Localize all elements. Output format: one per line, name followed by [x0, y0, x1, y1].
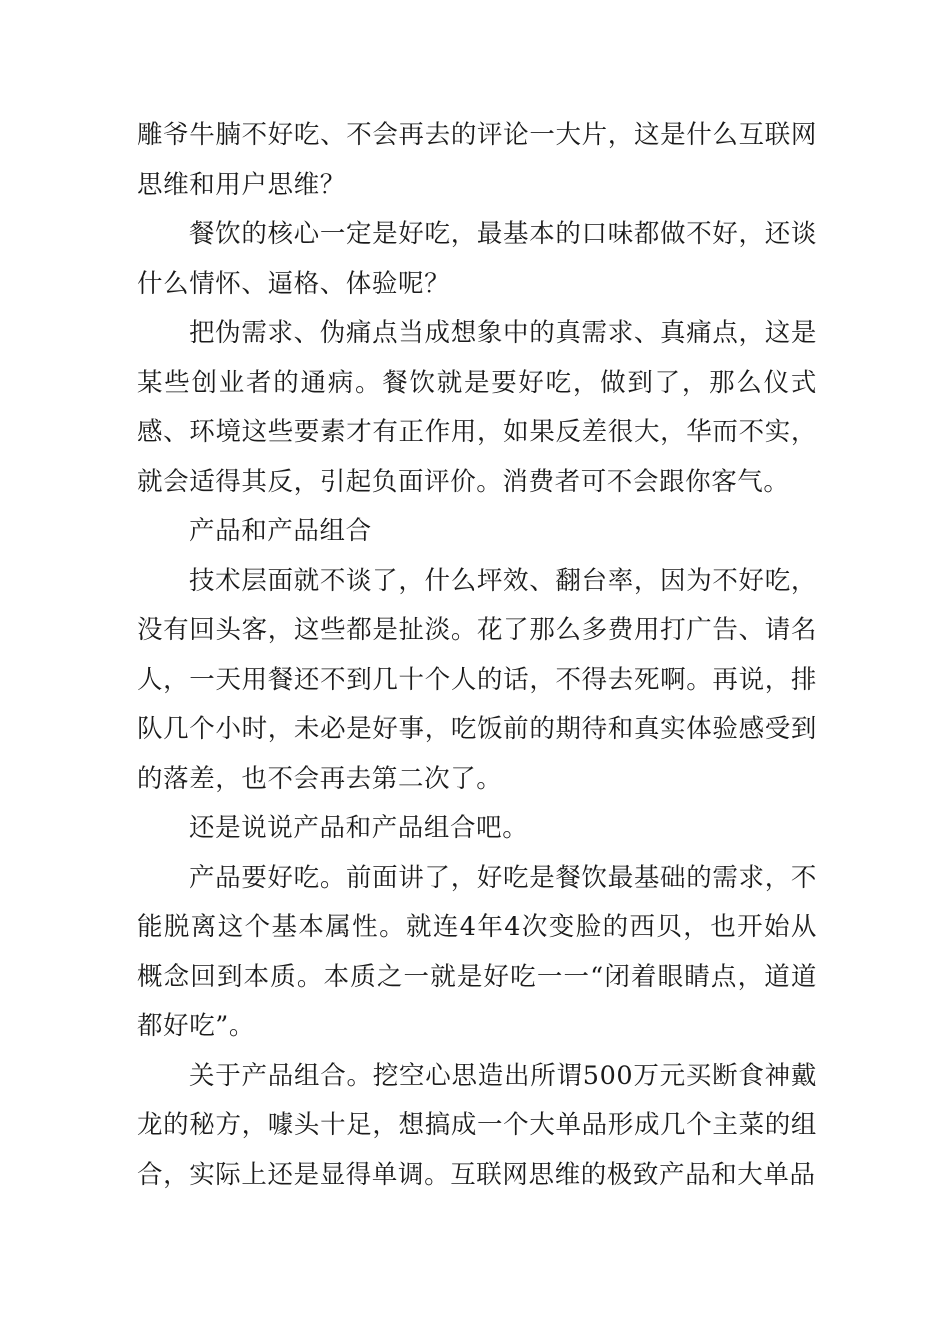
section-heading: 产品和产品组合: [189, 516, 372, 546]
paragraph: 关于产品组合。挖空心思造出所谓500万元买断食神戴龙的秘方，噱头十足，想搞成一个大单品形成几个主菜的组合，实际上还是显得单调。互联网思维的极致产品和大单品: [137, 1060, 817, 1190]
paragraph: 餐饮的核心一定是好吃，最基本的口味都做不好，还谈什么情怀、逼格、体验呢？: [137, 219, 817, 299]
paragraph: 产品要好吃。前面讲了，好吃是餐饮最基础的需求，不能脱离这个基本属性。就连4年4次变脸的西贝，也开始从概念回到本质。本质之一就是好吃一一“闭着眼睛点，道道都好吃”。: [137, 862, 817, 1041]
paragraph: 还是说说产品和产品组合吧。: [189, 813, 529, 843]
paragraph: 雕爷牛腩不好吃、不会再去的评论一大片，这是什么互联网思维和用户思维？: [137, 120, 817, 200]
paragraph: 把伪需求、伪痛点当成想象中的真需求、真痛点，这是某些创业者的通病。餐饮就是要好吃，做到了，那么仪式感、环境这些要素才有正作用，如果反差很大，华而不实，就会适得其反，引起负面评价。消费者可不会跟你客气。: [137, 318, 817, 497]
document-body: [137, 111, 817, 1200]
paragraph: 技术层面就不谈了，什么坪效、翻台率，因为不好吃，没有回头客，这些都是扯淡。花了那么多费用打广告、请名人，一天用餐还不到几十个人的话，不得去死啊。再说，排队几个小时，未必是好事，吃饭前的期待和真实体验感受到的落差，也不会再去第二次了。: [137, 565, 817, 794]
